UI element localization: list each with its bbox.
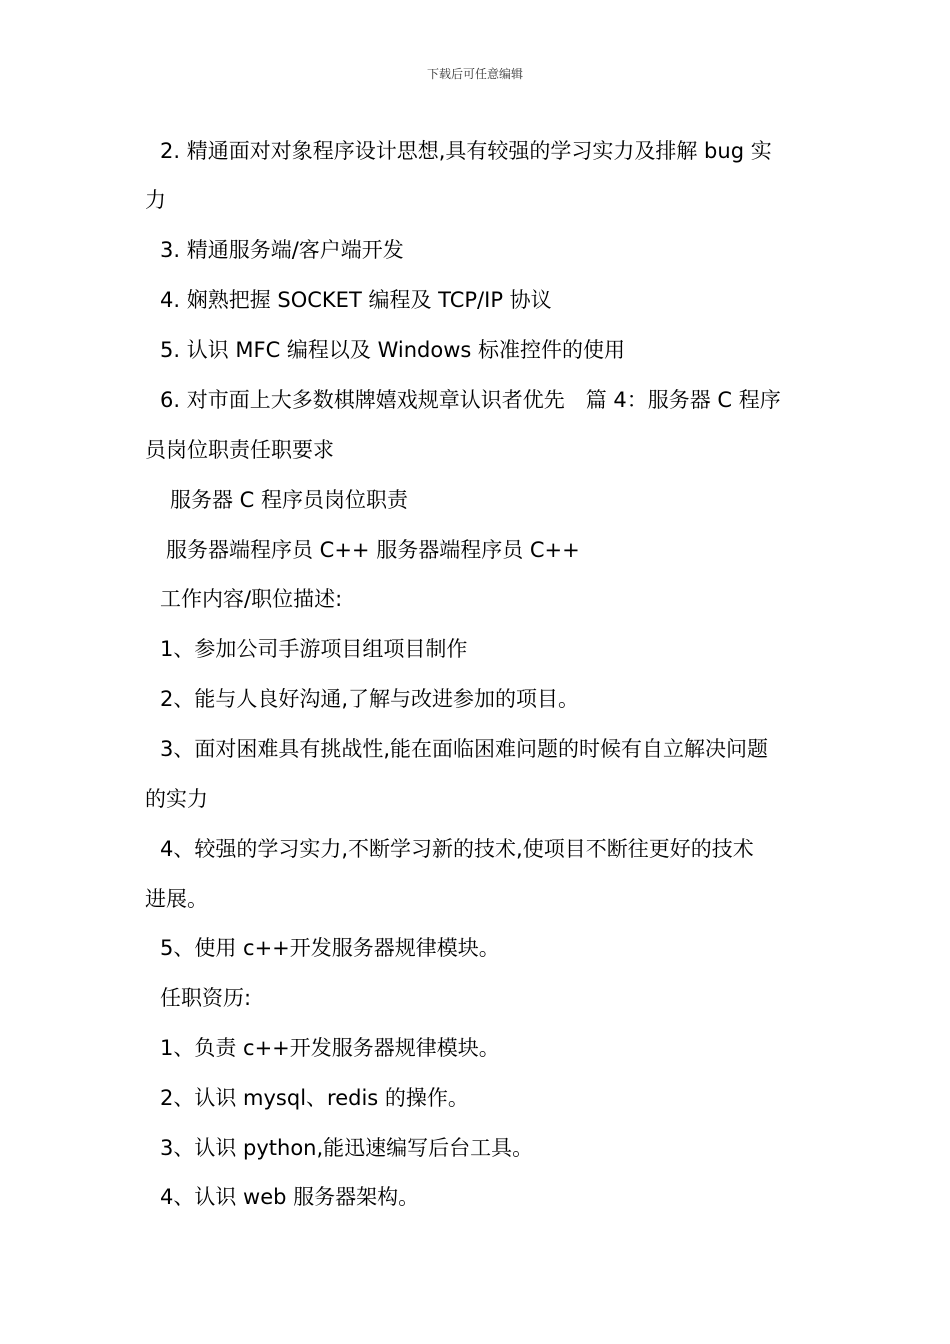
text-line: 进展。 xyxy=(145,887,208,911)
text-line: 3. 精通服务端/客户端开发 xyxy=(160,238,404,262)
text-line: 5. 认识 MFC 编程以及 Windows 标准控件的使用 xyxy=(160,338,626,362)
text-line: 3、认识 python,能迅速编写后台工具。 xyxy=(160,1136,534,1160)
text-line: 力 xyxy=(145,188,166,212)
text-line: 任职资历: xyxy=(160,986,252,1010)
text-line: 的实力 xyxy=(145,787,208,811)
text-line: 4、较强的学习实力,不断学习新的技术,使项目不断往更好的技术 xyxy=(160,837,754,861)
text-line: 1、负责 c++开发服务器规律模块。 xyxy=(160,1036,500,1060)
text-line: 2. 精通面对对象程序设计思想,具有较强的学习实力及排解 bug 实 xyxy=(160,139,772,163)
text-line: 2、认识 mysql、redis 的操作。 xyxy=(160,1086,469,1110)
text-line: 工作内容/职位描述: xyxy=(160,587,343,611)
text-line: 6. 对市面上大多数棋牌嬉戏规章认识者优先 篇 4：服务器 C 程序 xyxy=(160,388,781,412)
page-header: 下载后可任意编辑 xyxy=(426,67,523,81)
text-line: 服务器端程序员 C++ 服务器端程序员 C++ xyxy=(166,538,580,562)
text-line: 4. 娴熟把握 SOCKET 编程及 TCP/IP 协议 xyxy=(160,288,552,312)
text-line: 员岗位职责任职要求 xyxy=(145,438,334,462)
text-line: 2、能与人良好沟通,了解与改进参加的项目。 xyxy=(160,687,580,711)
text-line: 5、使用 c++开发服务器规律模块。 xyxy=(160,936,500,960)
text-line: 1、参加公司手游项目组项目制作 xyxy=(160,637,468,661)
text-line: 4、认识 web 服务器架构。 xyxy=(160,1185,420,1209)
text-line: 3、面对困难具有挑战性,能在面临困难问题的时候有自立解决问题 xyxy=(160,737,769,761)
text-line: 服务器 C 程序员岗位职责 xyxy=(170,488,409,512)
